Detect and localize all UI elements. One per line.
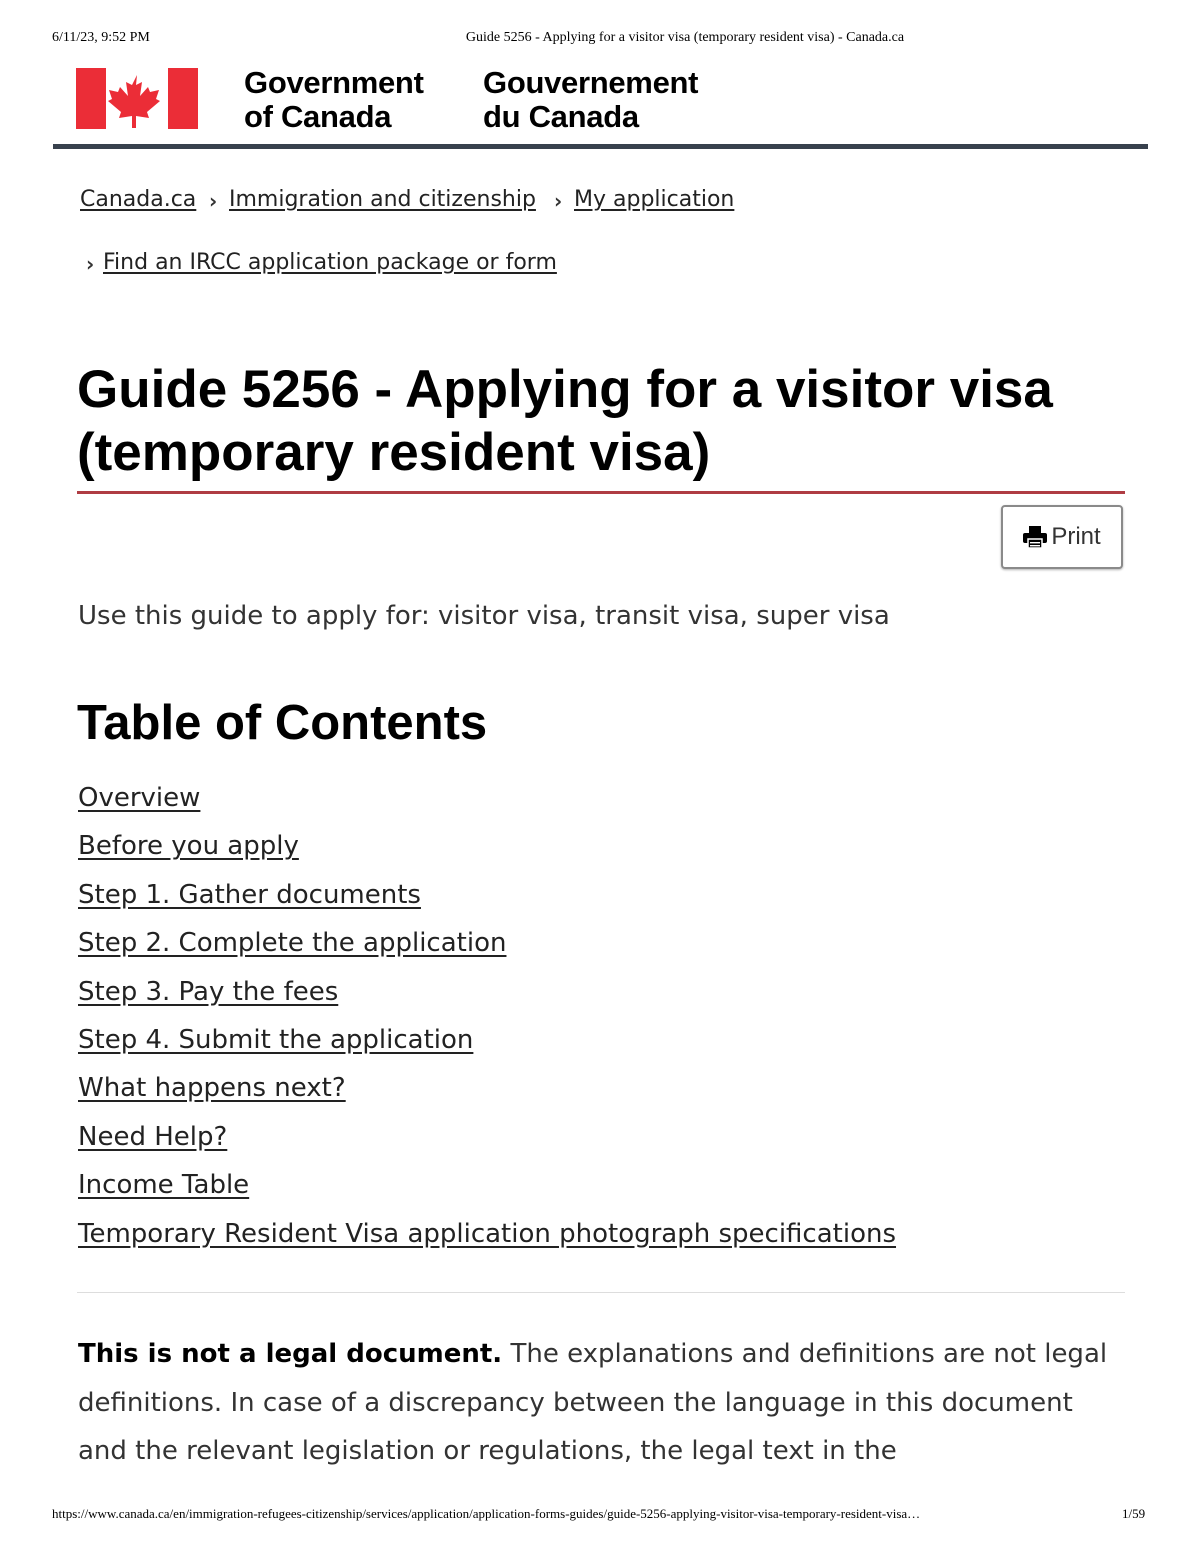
print-footer (52, 1506, 1152, 1522)
toc-list (78, 778, 896, 1262)
toc-item (78, 826, 896, 874)
toc-link-step-3[interactable]: Step 3. Pay the fees (78, 976, 339, 1007)
chevron-right-icon: › (86, 252, 95, 276)
print-icon (1023, 526, 1047, 548)
header-divider (53, 144, 1148, 149)
toc-link-what-happens-next[interactable]: What happens next? (78, 1073, 346, 1104)
breadcrumb-immigration[interactable]: Immigration and citizenship (229, 187, 536, 212)
disclaimer-bold: This is not a legal document. (78, 1339, 503, 1369)
wordmark-fr-line1: Gouvernement (483, 65, 699, 100)
toc-item (78, 923, 896, 971)
wordmark-french[interactable] (483, 66, 698, 134)
intro-text: Use this guide to apply for: visitor visa, transit visa, super visa (78, 601, 890, 631)
toc-link-need-help[interactable]: Need Help? (78, 1121, 228, 1152)
print-datetime: 6/11/23, 9:52 PM (52, 30, 150, 45)
breadcrumb-find-form[interactable]: Find an IRCC application package or form (103, 250, 557, 275)
toc-item (78, 875, 896, 923)
print-header (0, 30, 1200, 50)
breadcrumb-my-application[interactable]: My application (574, 187, 735, 212)
toc-item (78, 1117, 896, 1165)
toc-link-step-1[interactable]: Step 1. Gather documents (78, 879, 421, 910)
wordmark-en-line2: of Canada (244, 99, 392, 134)
page-title-line1: Guide 5256 - Applying for a visitor visa (77, 360, 1053, 419)
toc-link-before-you-apply[interactable]: Before you apply (78, 831, 299, 862)
page-title (77, 358, 1137, 484)
toc-link-step-4[interactable]: Step 4. Submit the application (78, 1024, 474, 1055)
wordmark-en-line1: Government (244, 65, 424, 100)
print-doc-title: Guide 5256 - Applying for a visitor visa (temporary resident visa) - Canada.ca (465, 30, 905, 45)
breadcrumb-canada-ca[interactable]: Canada.ca (80, 187, 197, 212)
toc-item (78, 972, 896, 1020)
print-footer-url: https://www.canada.ca/en/immigration-refugees-citizenship/services/application/application-forms-guides/guide-5256-applying-visitor-visa-temporary-resident-visa… (52, 1506, 921, 1521)
government-header (76, 65, 1176, 134)
chevron-right-icon: › (209, 189, 218, 213)
toc-link-overview[interactable]: Overview (78, 783, 201, 813)
chevron-right-icon: › (554, 189, 563, 213)
toc-link-income-table[interactable]: Income Table (78, 1170, 250, 1201)
toc-item (78, 1165, 896, 1213)
toc-item (78, 1214, 896, 1262)
wordmark-fr-line2: du Canada (483, 99, 639, 134)
toc-link-photo-specs[interactable]: Temporary Resident Visa application photograph specifications (78, 1218, 897, 1249)
toc-link-step-2[interactable]: Step 2. Complete the application (78, 928, 507, 959)
print-page-number: 1/59 (1122, 1506, 1146, 1521)
wordmark-english[interactable] (244, 66, 424, 134)
page-title-line2: (temporary resident visa) (77, 423, 711, 482)
toc-item (78, 778, 896, 826)
toc-item (78, 1068, 896, 1116)
canada-flag-icon[interactable] (76, 68, 198, 129)
section-divider (77, 1292, 1125, 1293)
title-underline (77, 491, 1125, 494)
legal-disclaimer (78, 1330, 1128, 1476)
toc-item (78, 1020, 896, 1068)
print-button-label: Print (1051, 523, 1101, 550)
print-button[interactable] (1001, 505, 1123, 569)
toc-heading: Table of Contents (77, 696, 488, 750)
disclaimer-text: The explanations and definitions are not legal definitions. In case of a discrepancy between the language in this document and the relevant legislation or regulations, the legal text in the (78, 1339, 1108, 1466)
